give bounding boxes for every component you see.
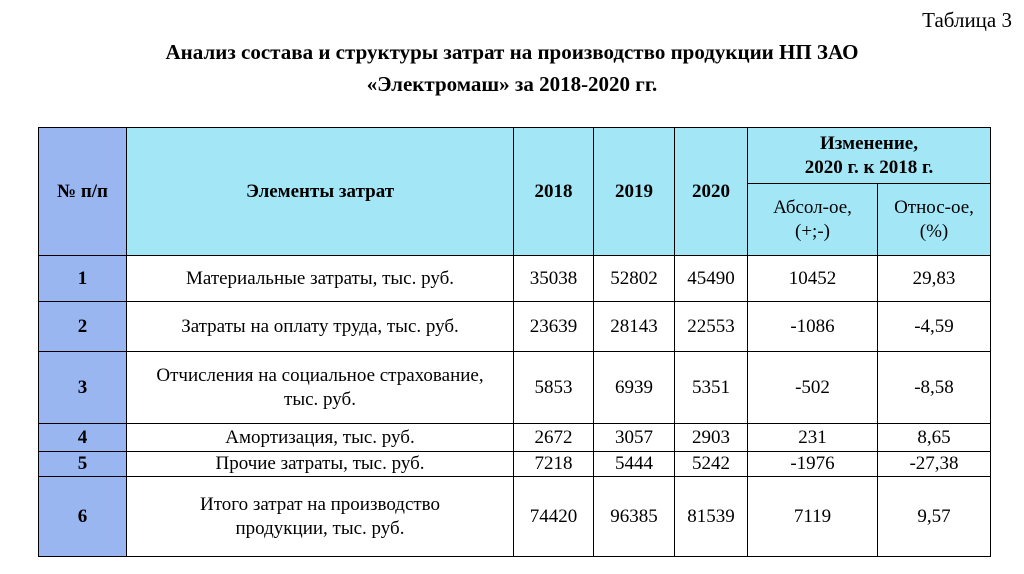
row-element-line-1: Затраты на оплату труда, тыс. руб. [181, 315, 459, 337]
row-2019: 52802 [594, 256, 675, 302]
table-row [39, 424, 991, 452]
header-element: Элементы затрат [127, 128, 514, 256]
header-absolute [748, 184, 878, 256]
row-num: 4 [39, 424, 127, 452]
header-absolute-line-2: (+;-) [795, 220, 830, 242]
header-relative-line-1: Относ-ое, [894, 196, 974, 218]
row-2020: 5242 [675, 452, 748, 477]
header-relative-line-2: (%) [919, 220, 949, 242]
row-2018: 7218 [514, 452, 594, 477]
table-row [39, 302, 991, 352]
row-element [127, 352, 514, 424]
row-relative: -27,38 [878, 452, 991, 477]
table-row [39, 452, 991, 477]
table-row [39, 352, 991, 424]
row-element-line-1: Итого затрат на производство [199, 493, 441, 515]
row-2019: 28143 [594, 302, 675, 352]
row-2019: 5444 [594, 452, 675, 477]
header-row [39, 128, 991, 184]
row-2020: 45490 [675, 256, 748, 302]
row-num: 6 [39, 477, 127, 557]
row-relative: -4,59 [878, 302, 991, 352]
row-absolute: 7119 [748, 477, 878, 557]
title-line-2: «Электромаш» за 2018-2020 гг. [366, 72, 658, 96]
row-element [127, 302, 514, 352]
row-element [127, 477, 514, 557]
header-2019: 2019 [594, 128, 675, 256]
row-2018: 74420 [514, 477, 594, 557]
row-element [127, 256, 514, 302]
row-2018: 35038 [514, 256, 594, 302]
row-absolute: -502 [748, 352, 878, 424]
header-change-line-2: 2020 г. к 2018 г. [804, 156, 934, 178]
row-2020: 22553 [675, 302, 748, 352]
row-element [127, 452, 514, 477]
row-num: 2 [39, 302, 127, 352]
row-element-line-1: Прочие затраты, тыс. руб. [215, 453, 425, 474]
row-absolute: -1086 [748, 302, 878, 352]
row-element-line-2: тыс. руб. [284, 388, 356, 410]
header-absolute-line-1: Абсол-ое, [773, 196, 852, 218]
table-row [39, 256, 991, 302]
row-element-line-2: продукции, тыс. руб. [235, 517, 405, 539]
row-absolute: -1976 [748, 452, 878, 477]
row-relative: 9,57 [878, 477, 991, 557]
row-2019: 3057 [594, 424, 675, 452]
row-element [127, 424, 514, 452]
row-num: 1 [39, 256, 127, 302]
row-2020: 81539 [675, 477, 748, 557]
row-relative: 8,65 [878, 424, 991, 452]
row-relative: 29,83 [878, 256, 991, 302]
page-title [0, 36, 1024, 100]
table-label: Таблица 3 [922, 8, 1012, 32]
row-element-line-1: Отчисления на социальное страхование, [156, 364, 484, 386]
row-absolute: 10452 [748, 256, 878, 302]
header-2020: 2020 [675, 128, 748, 256]
row-num: 3 [39, 352, 127, 424]
row-2018: 5853 [514, 352, 594, 424]
table-row [39, 477, 991, 557]
row-2018: 23639 [514, 302, 594, 352]
header-2018: 2018 [514, 128, 594, 256]
row-2019: 6939 [594, 352, 675, 424]
row-element-line-1: Материальные затраты, тыс. руб. [185, 267, 454, 289]
row-2018: 2672 [514, 424, 594, 452]
row-2019: 96385 [594, 477, 675, 557]
row-element-line-1: Амортизация, тыс. руб. [225, 426, 415, 448]
header-change [748, 128, 991, 184]
row-absolute: 231 [748, 424, 878, 452]
header-num: № п/п [39, 128, 127, 256]
row-2020: 2903 [675, 424, 748, 452]
title-line-1: Анализ состава и структуры затрат на производство продукции НП ЗАО [165, 40, 859, 64]
header-relative [878, 184, 991, 256]
header-change-line-1: Изменение, [820, 132, 918, 154]
cost-structure-table [38, 127, 991, 557]
row-num: 5 [39, 452, 127, 477]
row-2020: 5351 [675, 352, 748, 424]
row-relative: -8,58 [878, 352, 991, 424]
